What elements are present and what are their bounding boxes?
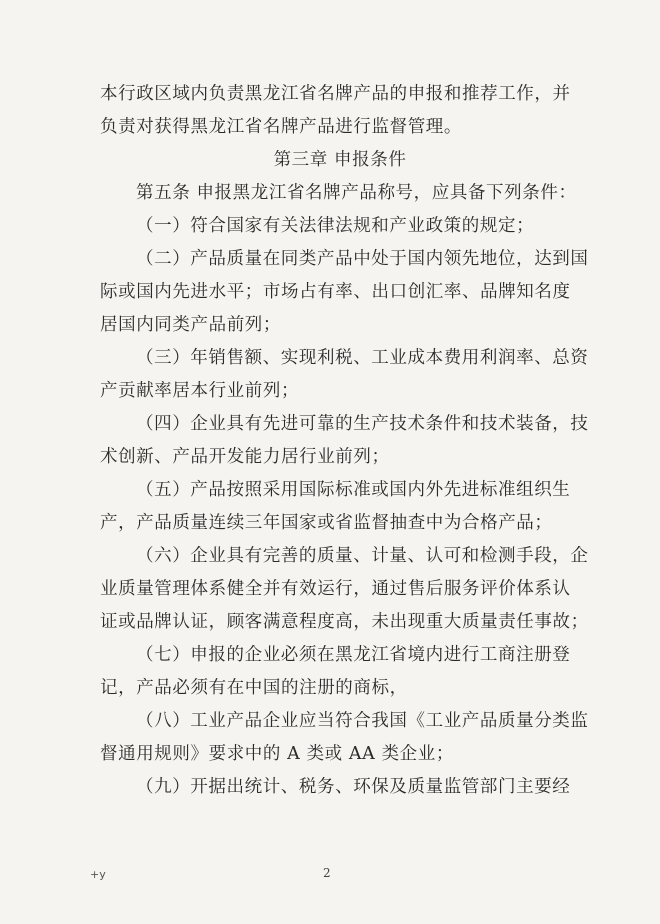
text-line: （三）年销售额、实现利税、工业成本费用利润率、总资: [136, 348, 589, 368]
text-line: 负责对获得黑龙江省名牌产品进行监督管理。: [100, 117, 462, 137]
text-line: 第五条 申报黑龙江省名牌产品称号，应具备下列条件：: [136, 183, 577, 203]
text-line: （七）申报的企业必须在黑龙江省境内进行工商注册登: [136, 645, 571, 665]
text-line: 证或品牌认证，顾客满意程度高，未出现重大质量责任事故；: [100, 612, 589, 632]
text-line: （五）产品按照采用国际标准或国内外先进标准组织生: [136, 480, 571, 500]
footer-mark: +y: [90, 868, 106, 881]
text-line: （九）开据出统计、税务、环保及质量监管部门主要经: [136, 777, 571, 797]
text-line: 产，产品质量连续三年国家或省监督抽查中为合格产品；: [100, 513, 553, 533]
text-line: 术创新、产品开发能力居行业前列；: [100, 447, 390, 467]
text-line: 本行政区域内负责黑龙江省名牌产品的申报和推荐工作，并: [100, 84, 571, 104]
text-line: （二）产品质量在同类产品中处于国内领先地位，达到国: [136, 249, 589, 269]
document-body: [100, 78, 589, 804]
text-line: （一）符合国家有关法律法规和产业政策的规定；: [136, 216, 535, 236]
text-line: 居国内同类产品前列；: [100, 315, 281, 335]
text-line: 督通用规则》要求中的 A 类或 AA 类企业；: [100, 744, 454, 764]
text-line: 记，产品必须有在中国的注册的商标，: [100, 678, 408, 698]
text-line: （八）工业产品企业应当符合我国《工业产品质量分类监: [136, 711, 589, 731]
chapter-heading: 第三章 申报条件: [273, 150, 407, 170]
text-line: 业质量管理体系健全并有效运行，通过售后服务评价体系认: [100, 579, 571, 599]
text-line: （六）企业具有完善的质量、计量、认可和检测手段，企: [136, 546, 589, 566]
text-line: 际或国内先进水平；市场占有率、出口创汇率、品牌知名度: [100, 282, 571, 302]
page-number: 2: [323, 866, 331, 880]
text-line: （四）企业具有先进可靠的生产技术条件和技术装备，技: [136, 414, 589, 434]
text-line: 产贡献率居本行业前列；: [100, 381, 300, 401]
